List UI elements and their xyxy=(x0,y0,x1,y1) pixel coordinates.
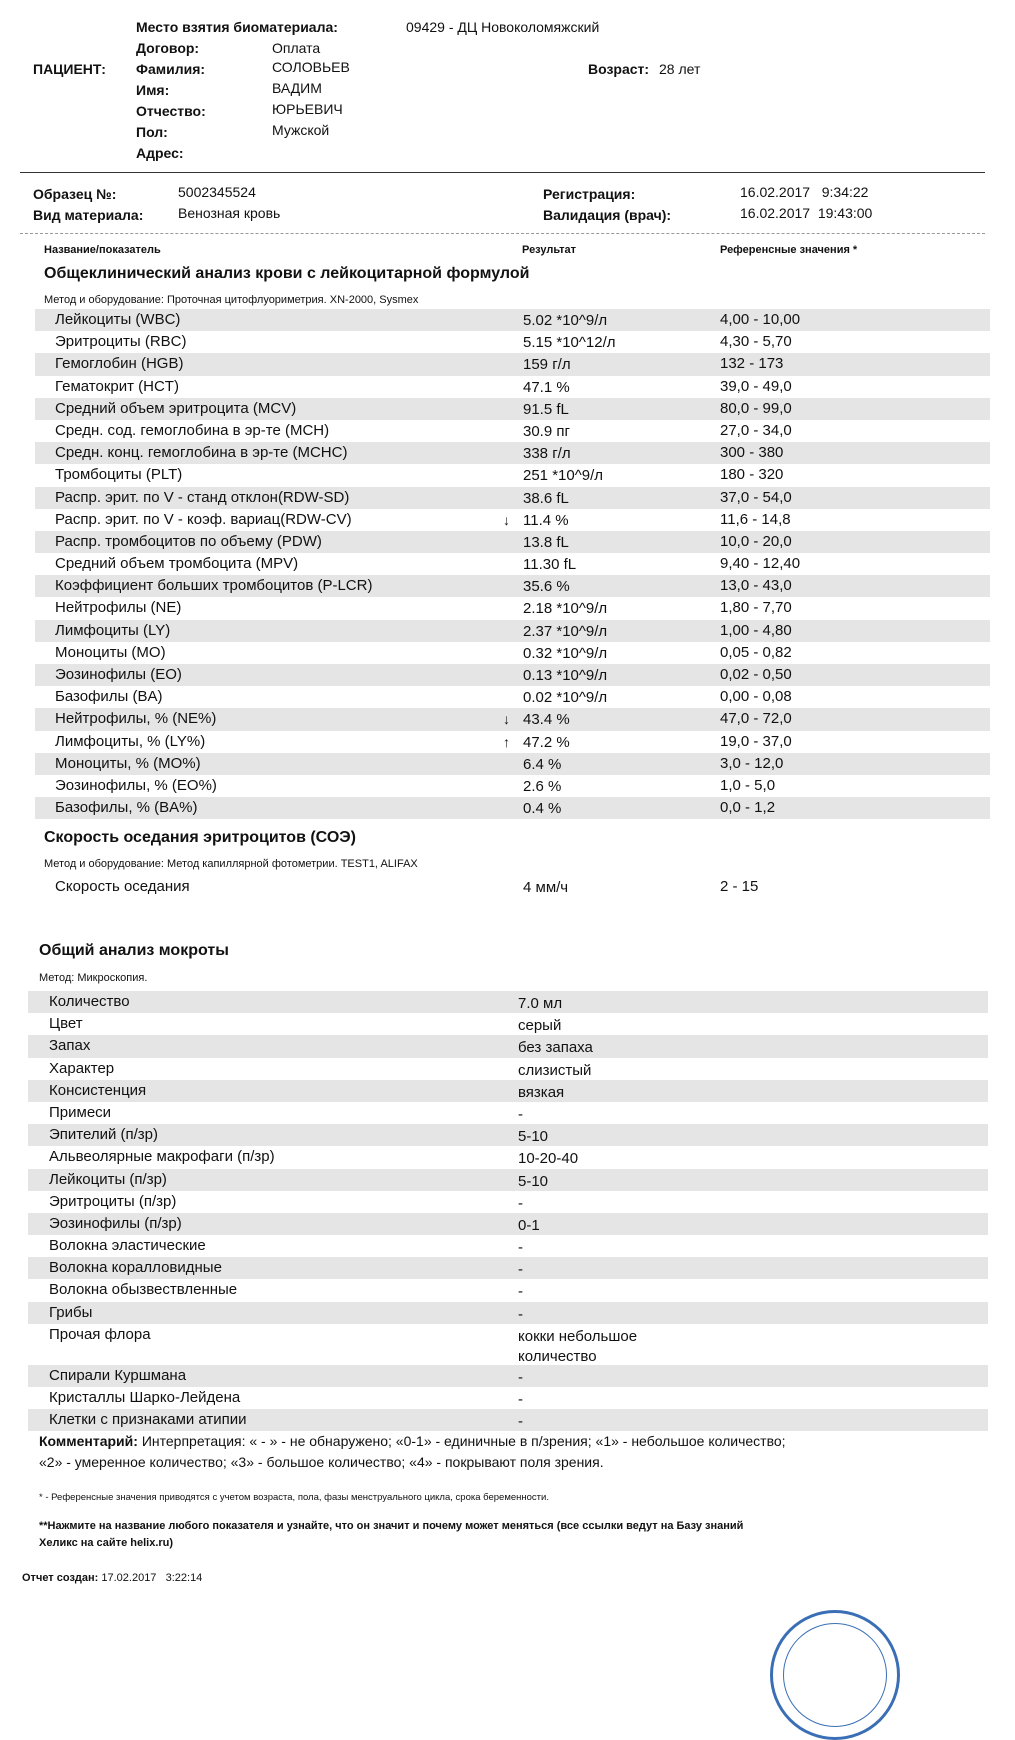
link-footnote-line2: Хеликс на сайте helix.ru) xyxy=(39,1537,174,1549)
name-value: ВАДИМ xyxy=(272,80,322,96)
sputum-row-name: Альвеолярные макрофаги (п/зр) xyxy=(49,1148,275,1166)
blood-row xyxy=(35,686,990,708)
blood-row-reference: 47,0 - 72,0 xyxy=(720,710,792,728)
blood-row-result: 47.1 % xyxy=(523,378,570,396)
sputum-row-result: кокки небольшое количество xyxy=(518,1327,638,1365)
sputum-row xyxy=(28,1146,988,1168)
blood-row-result: 5.02 *10^9/л xyxy=(523,312,608,329)
blood-row xyxy=(35,797,990,819)
sputum-row-result: слизистый xyxy=(518,1061,592,1079)
blood-results-table xyxy=(35,309,990,819)
sputum-row xyxy=(28,1102,988,1124)
blood-row-result: 251 *10^9/л xyxy=(523,467,604,485)
blood-row-result: 2.37 *10^9/л xyxy=(523,622,608,640)
blood-row-result: 47.2 % xyxy=(523,733,570,751)
sputum-row-name: Эпителий (п/зр) xyxy=(49,1126,159,1144)
sputum-row-result: - xyxy=(518,1368,523,1386)
link-footnote-line1: **Нажмите на название любого показателя и узнайте, что он значит и почему может меняться (все ссылки ведут на Базу знаний xyxy=(39,1520,744,1532)
blood-row xyxy=(35,398,990,420)
blood-row-name: Средн. сод. гемоглобина в эр-те (MCH) xyxy=(55,421,330,439)
material-label: Вид материала: xyxy=(33,207,144,223)
blood-row xyxy=(35,620,990,642)
validation-label: Валидация (врач): xyxy=(543,207,672,223)
blood-row-result: 2.6 % xyxy=(523,777,562,795)
blood-row-reference: 300 - 380 xyxy=(720,444,784,462)
blood-row-reference: 4,30 - 5,70 xyxy=(720,333,792,351)
blood-row-name: Распр. эрит. по V - коэф. вариац(RDW-CV) xyxy=(55,510,352,528)
sputum-row-result: - xyxy=(518,1261,523,1279)
header-divider xyxy=(20,172,985,173)
comment-line1 xyxy=(39,1433,786,1449)
sputum-row-name: Эозинофилы (п/зр) xyxy=(49,1214,182,1232)
blood-row xyxy=(35,775,990,797)
esr-reference: 2 - 15 xyxy=(720,878,759,895)
esr-name: Скорость оседания xyxy=(55,878,190,895)
blood-row xyxy=(35,753,990,775)
sputum-row-name: Волокна эластические xyxy=(49,1237,206,1255)
sputum-row xyxy=(28,1035,988,1057)
blood-row xyxy=(35,642,990,664)
sputum-row xyxy=(28,1013,988,1035)
blood-row-result: 11.4 % xyxy=(523,511,569,529)
blood-row-reference: 0,0 - 1,2 xyxy=(720,799,776,817)
sputum-row xyxy=(28,1302,988,1324)
blood-row xyxy=(35,597,990,619)
blood-row-reference: 132 - 173 xyxy=(720,355,784,373)
comment-text-line1: Интерпретация: « - » - не обнаружено; «0-1» - единичные в п/зрения; «1» - небольшое количество; xyxy=(141,1433,786,1449)
patronymic-value: ЮРЬЕВИЧ xyxy=(272,101,343,117)
blood-row-reference: 180 - 320 xyxy=(720,466,784,484)
blood-row-name: Нейтрофилы, % (NE%) xyxy=(55,710,217,728)
sputum-row-name: Прочая флора xyxy=(49,1325,151,1343)
blood-row-result: 0.4 % xyxy=(523,800,562,818)
sputum-row-name: Кристаллы Шарко-Лейдена xyxy=(49,1389,241,1406)
blood-row-reference: 3,0 - 12,0 xyxy=(720,754,784,772)
blood-row-result: 91.5 fL xyxy=(523,400,569,418)
sputum-row-result: 10-20-40 xyxy=(518,1150,579,1168)
blood-row-name: Нейтрофилы (NE) xyxy=(55,599,182,617)
sputum-row-result: - xyxy=(518,1283,523,1301)
blood-row-result: 38.6 fL xyxy=(523,489,569,507)
esr-method: Метод и оборудование: Метод капиллярной фотометрии. TEST1, ALIFAX xyxy=(44,858,418,870)
sputum-row xyxy=(28,1409,988,1431)
sputum-method: Метод: Микроскопия. xyxy=(39,972,148,984)
esr-result: 4 мм/ч xyxy=(523,879,569,896)
blood-row-reference: 10,0 - 20,0 xyxy=(720,532,792,550)
sputum-row-result: 0-1 xyxy=(518,1216,540,1234)
surname-label: Фамилия: xyxy=(136,61,206,77)
sputum-row-result: - xyxy=(518,1194,523,1212)
blood-row-result: 0.32 *10^9/л xyxy=(523,644,608,662)
blood-row xyxy=(35,575,990,597)
sputum-row-name: Эритроциты (п/зр) xyxy=(49,1192,177,1210)
clinic-stamp xyxy=(770,1610,900,1740)
report-created xyxy=(22,1572,202,1584)
report-created-label: Отчет создан: xyxy=(22,1572,99,1584)
blood-row xyxy=(35,487,990,509)
blood-row xyxy=(35,309,990,331)
blood-row-name: Эозинофилы (EO) xyxy=(55,666,182,683)
blood-row-reference: 27,0 - 34,0 xyxy=(720,421,792,439)
sex-value: Мужской xyxy=(272,122,330,138)
blood-row-name: Гематокрит (HCT) xyxy=(55,377,179,395)
patient-section-label: ПАЦИЕНТ: xyxy=(33,61,106,77)
blood-row-reference: 37,0 - 54,0 xyxy=(720,488,792,506)
address-label: Адрес: xyxy=(136,145,184,161)
sample-number-label: Образец №: xyxy=(33,186,117,202)
blood-row xyxy=(35,531,990,553)
sputum-row-result: - xyxy=(518,1413,523,1431)
col-reference-header: Референсные значения * xyxy=(720,244,858,256)
blood-row-name: Распр. эрит. по V - станд отклон(RDW-SD) xyxy=(55,488,350,506)
sputum-row xyxy=(28,1365,988,1387)
sputum-row-name: Запах xyxy=(49,1037,91,1055)
blood-row-result: 43.4 % xyxy=(523,711,570,729)
blood-row-name: Моноциты (MO) xyxy=(55,643,166,661)
place-value: 09429 - ДЦ Новоколомяжский xyxy=(406,19,600,35)
blood-row-name: Гемоглобин (HGB) xyxy=(55,355,184,373)
sample-divider xyxy=(20,233,985,234)
blood-row-result: 2.18 *10^9/л xyxy=(523,600,608,618)
sputum-row-name: Примеси xyxy=(49,1103,112,1121)
blood-row-result: 159 г/л xyxy=(523,356,571,374)
blood-row-name: Тромбоциты (PLT) xyxy=(55,466,183,484)
blood-row-name: Базофилы, % (BA%) xyxy=(55,799,198,817)
sputum-row xyxy=(28,1279,988,1301)
sputum-row xyxy=(28,1124,988,1146)
blood-row xyxy=(35,509,990,531)
sputum-row-name: Волокна коралловидные xyxy=(49,1259,222,1277)
blood-row-reference: 0,05 - 0,82 xyxy=(720,643,792,661)
blood-row-reference: 39,0 - 49,0 xyxy=(720,377,792,395)
blood-row-reference: 0,02 - 0,50 xyxy=(720,666,792,683)
sputum-results-table xyxy=(28,991,988,1431)
blood-row-result: 30.9 пг xyxy=(523,422,570,440)
registration-value: 16.02.2017 9:34:22 xyxy=(740,184,869,200)
blood-row-name: Лимфоциты, % (LY%) xyxy=(55,732,206,750)
reference-footnote: * - Референсные значения приводятся с учетом возраста, пола, фазы менструального цикла, срока беременности. xyxy=(39,1492,549,1503)
blood-row-name: Эритроциты (RBC) xyxy=(55,333,187,351)
blood-row-name: Средн. конц. гемоглобина в эр-те (MCHC) xyxy=(55,444,348,462)
sputum-row xyxy=(28,1169,988,1191)
material-value: Венозная кровь xyxy=(178,205,281,221)
blood-row-reference: 4,00 - 10,00 xyxy=(720,311,801,328)
sputum-row-result: 5-10 xyxy=(518,1128,549,1146)
sputum-row xyxy=(28,1058,988,1080)
report-created-value: 17.02.2017 3:22:14 xyxy=(101,1572,203,1584)
sputum-row-name: Волокна обызвествленные xyxy=(49,1281,238,1299)
blood-row-name: Эозинофилы, % (EO%) xyxy=(55,776,217,794)
blood-row-name: Средний объем тромбоцита (MPV) xyxy=(55,555,299,573)
blood-row xyxy=(35,464,990,486)
surname-value: СОЛОВЬЕВ xyxy=(272,59,350,75)
age-label: Возраст: xyxy=(588,61,650,77)
name-label: Имя: xyxy=(136,82,170,98)
sputum-row-name: Консистенция xyxy=(49,1081,147,1099)
blood-section-title: Общеклинический анализ крови с лейкоцитарной формулой xyxy=(44,265,530,282)
sputum-row xyxy=(28,1080,988,1102)
sputum-row-result: - xyxy=(518,1239,523,1257)
blood-row-flag: ↓ xyxy=(503,511,510,528)
blood-row-name: Моноциты, % (MO%) xyxy=(55,754,201,772)
blood-row-result: 0.13 *10^9/л xyxy=(523,667,608,684)
blood-row-reference: 1,0 - 5,0 xyxy=(720,776,776,794)
sputum-row-name: Клетки с признаками атипии xyxy=(49,1411,247,1429)
comment-text-line2: «2» - умеренное количество; «3» - большое количество; «4» - покрывают поля зрения. xyxy=(39,1454,604,1470)
sputum-row-result: серый xyxy=(518,1017,562,1035)
blood-row-name: Распр. тромбоцитов по объему (PDW) xyxy=(55,532,322,550)
contract-label: Договор: xyxy=(136,40,200,56)
blood-method: Метод и оборудование: Проточная цитофлуориметрия. XN-2000, Sysmex xyxy=(44,294,419,306)
sputum-row xyxy=(28,1235,988,1257)
comment-label: Комментарий: xyxy=(39,1433,138,1449)
validation-value: 16.02.2017 19:43:00 xyxy=(740,205,873,221)
blood-row xyxy=(35,664,990,686)
place-label: Место взятия биоматериала: xyxy=(136,19,338,35)
sputum-row-result: 5-10 xyxy=(518,1172,549,1190)
blood-row-reference: 9,40 - 12,40 xyxy=(720,555,801,573)
blood-row-result: 0.02 *10^9/л xyxy=(523,689,608,707)
blood-row xyxy=(35,353,990,375)
sputum-row-name: Лейкоциты (п/зр) xyxy=(49,1170,167,1188)
sputum-row-name: Спирали Куршмана xyxy=(49,1366,187,1384)
sputum-row-result: 7.0 мл xyxy=(518,995,563,1012)
blood-row-result: 338 г/л xyxy=(523,445,571,463)
blood-row-reference: 80,0 - 99,0 xyxy=(720,399,792,417)
blood-row-result: 5.15 *10^12/л xyxy=(523,334,616,352)
registration-label: Регистрация: xyxy=(543,186,636,202)
sputum-section-title: Общий анализ мокроты xyxy=(39,942,229,959)
blood-row xyxy=(35,708,990,730)
col-name-header: Название/показатель xyxy=(44,244,161,256)
sputum-row-name: Характер xyxy=(49,1059,115,1077)
blood-row-name: Коэффициент больших тромбоцитов (P-LCR) xyxy=(55,577,373,595)
blood-row xyxy=(35,553,990,575)
sputum-row-result: вязкая xyxy=(518,1083,565,1101)
sputum-row-result: - xyxy=(518,1305,523,1323)
blood-row-result: 35.6 % xyxy=(523,578,570,596)
blood-row-reference: 1,00 - 4,80 xyxy=(720,621,792,639)
sex-label: Пол: xyxy=(136,124,168,140)
sputum-row-name: Цвет xyxy=(49,1015,83,1033)
blood-row xyxy=(35,442,990,464)
blood-row-name: Базофилы (BA) xyxy=(55,688,163,706)
sputum-row xyxy=(28,991,988,1013)
blood-row-result: 6.4 % xyxy=(523,755,562,773)
blood-row-result: 11.30 fL xyxy=(523,556,577,574)
sputum-row-result: без запаха xyxy=(518,1039,593,1057)
blood-row-reference: 19,0 - 37,0 xyxy=(720,732,792,750)
blood-row xyxy=(35,376,990,398)
blood-row xyxy=(35,731,990,753)
blood-row-reference: 0,00 - 0,08 xyxy=(720,688,792,706)
blood-row-reference: 11,6 - 14,8 xyxy=(720,510,791,528)
blood-row xyxy=(35,420,990,442)
blood-row-reference: 1,80 - 7,70 xyxy=(720,599,792,617)
sample-number-value: 5002345524 xyxy=(178,184,256,200)
contract-value: Оплата xyxy=(272,40,321,56)
sputum-row xyxy=(28,1191,988,1213)
sputum-row xyxy=(28,1324,988,1365)
blood-row-name: Средний объем эритроцита (MCV) xyxy=(55,399,297,417)
blood-row-name: Лейкоциты (WBC) xyxy=(55,311,181,328)
sputum-row xyxy=(28,1387,988,1409)
sputum-row xyxy=(28,1213,988,1235)
age-value: 28 лет xyxy=(659,61,701,77)
blood-row-result: 13.8 fL xyxy=(523,533,569,551)
patronymic-label: Отчество: xyxy=(136,103,206,119)
blood-row-flag: ↑ xyxy=(503,733,510,750)
blood-row-reference: 13,0 - 43,0 xyxy=(720,577,792,595)
blood-row xyxy=(35,331,990,353)
sputum-row-name: Количество xyxy=(49,993,130,1010)
sputum-row-result: - xyxy=(518,1391,523,1408)
sputum-row xyxy=(28,1257,988,1279)
col-result-header: Результат xyxy=(522,244,577,256)
sputum-row-name: Грибы xyxy=(49,1303,93,1321)
blood-row-name: Лимфоциты (LY) xyxy=(55,621,171,639)
esr-section-title: Скорость оседания эритроцитов (СОЭ) xyxy=(44,829,356,846)
blood-row-flag: ↓ xyxy=(503,711,510,728)
sputum-row-result: - xyxy=(518,1105,523,1123)
